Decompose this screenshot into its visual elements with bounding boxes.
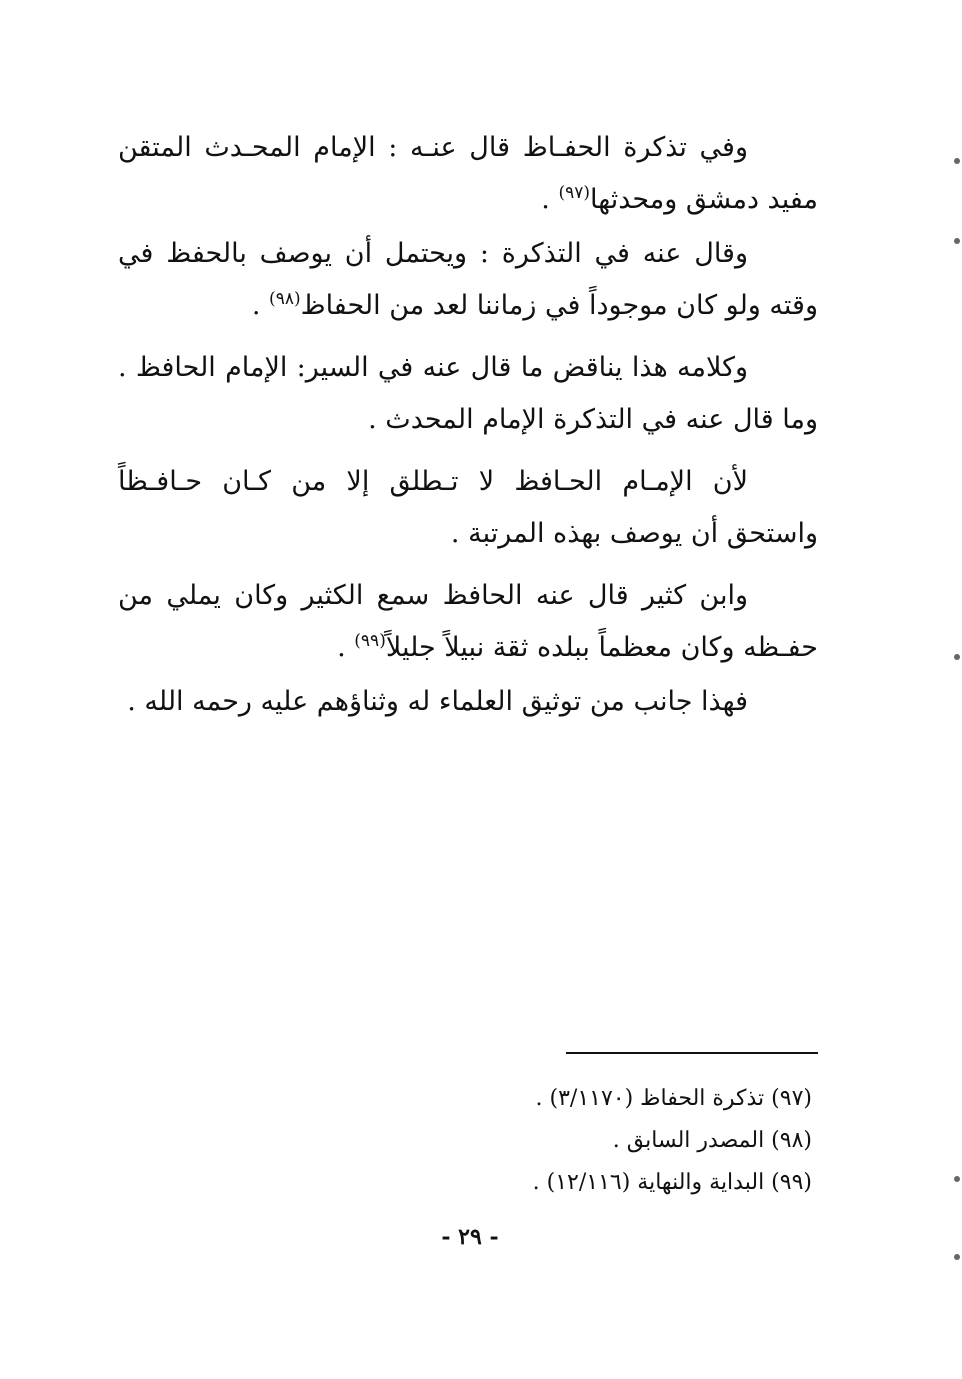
footnote-98: (٩٨) المصدر السابق . xyxy=(612,1128,812,1153)
scan-edge-mark xyxy=(954,1254,960,1260)
footnotes-block xyxy=(300,1078,812,1204)
main-text-block xyxy=(118,122,818,738)
footnote-97: (٩٧) تذكرة الحفاظ (٣/١١٧٠) . xyxy=(535,1086,812,1111)
footnote-divider xyxy=(566,1052,818,1054)
paragraph-1-text: وفي تذكرة الحفـاظ قال عنـه : الإمام المحـدث المتقن مفيد دمشق ومحدثها xyxy=(118,132,818,215)
paragraph-2-tail: . xyxy=(251,290,270,321)
paragraph-3 xyxy=(118,342,818,446)
paragraph-5 xyxy=(118,570,818,674)
paragraph-4-text: لأن الإمـام الحـافظ لا تـطلق إلا من كـان حـافـظاً واستحق أن يوصف بهذه المرتبة . xyxy=(118,466,818,549)
paragraph-4 xyxy=(118,456,818,560)
page-number: - ٢٩ - xyxy=(441,1224,499,1250)
footnote-ref-99: (٩٩) xyxy=(354,631,386,651)
paragraph-2-text: وقال عنه في التذكرة : ويحتمل أن يوصف بالحفظ في وقته ولو كان موجوداً في زماننا لعد من الحفاظ xyxy=(118,238,818,321)
paragraph-3-text: وكلامه هذا يناقض ما قال عنه في السير: الإمام الحافظ . وما قال عنه في التذكرة الإمام المحدث . xyxy=(118,352,818,435)
paragraph-6-text: فهذا جانب من توثيق العلماء له وثناؤهم عليه رحمه الله . xyxy=(127,686,748,717)
footnote-ref-97: (٩٧) xyxy=(558,183,591,203)
scan-edge-mark xyxy=(954,238,960,244)
scan-edge-mark xyxy=(954,158,960,164)
paragraph-1 xyxy=(118,122,818,226)
paragraph-6 xyxy=(118,676,818,728)
scan-edge-mark xyxy=(954,1176,960,1182)
paragraph-2 xyxy=(118,228,818,332)
scan-edge-mark xyxy=(954,654,960,660)
footnote-99: (٩٩) البداية والنهاية (١٢/١١٦) . xyxy=(532,1170,812,1195)
paragraph-5-tail: . xyxy=(337,632,355,663)
paragraph-5-text: وابن كثير قال عنه الحافظ سمع الكثير وكان يملي من حفـظه وكان معظماً ببلده ثقة نبيلاً جليلاً xyxy=(118,580,818,663)
footnote-ref-98: (٩٨) xyxy=(269,289,301,309)
paragraph-1-tail: . xyxy=(541,184,559,215)
